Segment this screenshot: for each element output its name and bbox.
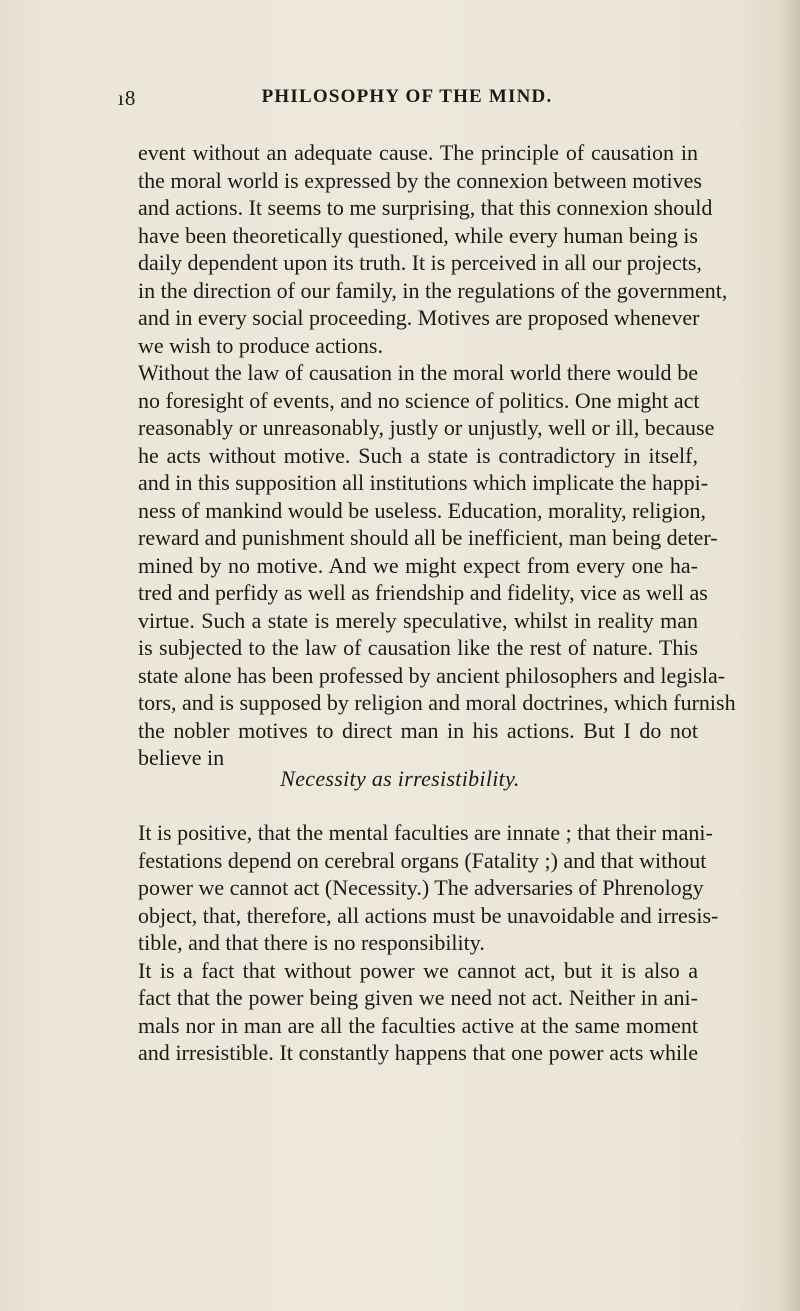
text-line: It is a fact that without power we cannot act, but it is also a	[138, 957, 698, 983]
text-line: ness of mankind would be useless. Education, morality, religion,	[138, 497, 707, 523]
text-line: state alone has been professed by ancient philosophers and legisla-	[138, 662, 726, 688]
text-line: mals nor in man are all the faculties active at the same moment	[138, 1012, 698, 1038]
text-line: believe in	[138, 745, 225, 770]
text-line: the nobler motives to direct man in his actions. But I do not	[138, 717, 698, 743]
page-edge-shadow	[782, 0, 800, 1311]
running-head: PHILOSOPHY OF THE MIND.	[261, 86, 553, 107]
section-subheading: Necessity as irresistibility.	[280, 766, 520, 791]
text-line: and in every social proceeding. Motives are proposed whenever	[138, 305, 700, 330]
text-line: mined by no motive. And we might expect from every one ha-	[138, 552, 698, 578]
text-line: power we cannot act (Necessity.) The adversaries of Phrenology	[138, 875, 704, 900]
text-line: he acts without motive. Such a state is contradictory in itself,	[138, 442, 698, 468]
text-block-lower	[138, 819, 719, 1067]
text-line: event without an adequate cause. The principle of causation in	[138, 140, 698, 165]
text-line: reasonably or unreasonably, justly or unjustly, well or ill, because	[138, 415, 715, 440]
text-line: tible, and that there is no responsibility.	[138, 930, 485, 955]
paragraph-1	[138, 139, 728, 359]
text-line: virtue. Such a state is merely speculative, whilst in reality man	[138, 607, 698, 633]
text-line: and actions. It seems to me surprising, that this connexion should	[138, 195, 713, 220]
text-line: Without the law of causation in the moral world there would be	[138, 360, 698, 385]
text-line: It is positive, that the mental faculties are innate ; that their mani-	[138, 820, 713, 845]
text-line: reward and punishment should all be inefficient, man being deter-	[138, 525, 718, 550]
text-line: is subjected to the law of causation like the rest of nature. This	[138, 635, 698, 660]
text-line: the moral world is expressed by the connexion between motives	[138, 167, 702, 193]
text-line: tors, and is supposed by religion and moral doctrines, which furnish	[138, 690, 736, 715]
paragraph-2	[138, 359, 736, 772]
text-line: we wish to produce actions.	[138, 332, 383, 358]
text-block-upper	[138, 139, 736, 772]
paragraph-3	[138, 819, 719, 957]
text-line: festations depend on cerebral organs (Fatality ;) and that without	[138, 847, 707, 873]
text-line: fact that the power being given we need not act. Neither in ani-	[138, 985, 698, 1010]
text-line: and irresistible. It constantly happens that one power acts while	[138, 1040, 698, 1065]
text-line: have been theoretically questioned, while every human being is	[138, 222, 698, 248]
text-line: daily dependent upon its truth. It is perceived in all our projects,	[138, 250, 702, 275]
text-line: tred and perfidy as well as friendship and fidelity, vice as well as	[138, 580, 708, 605]
text-line: object, that, therefore, all actions must be unavoidable and irresis-	[138, 902, 719, 928]
text-line: in the direction of our family, in the regulations of the government,	[138, 277, 728, 303]
page-header	[0, 86, 800, 116]
paragraph-4	[138, 957, 698, 1067]
text-line: and in this supposition all institutions which implicate the happi-	[138, 470, 709, 495]
text-line: no foresight of events, and no science of politics. One might act	[138, 387, 700, 413]
page-number: ı8	[118, 86, 137, 110]
